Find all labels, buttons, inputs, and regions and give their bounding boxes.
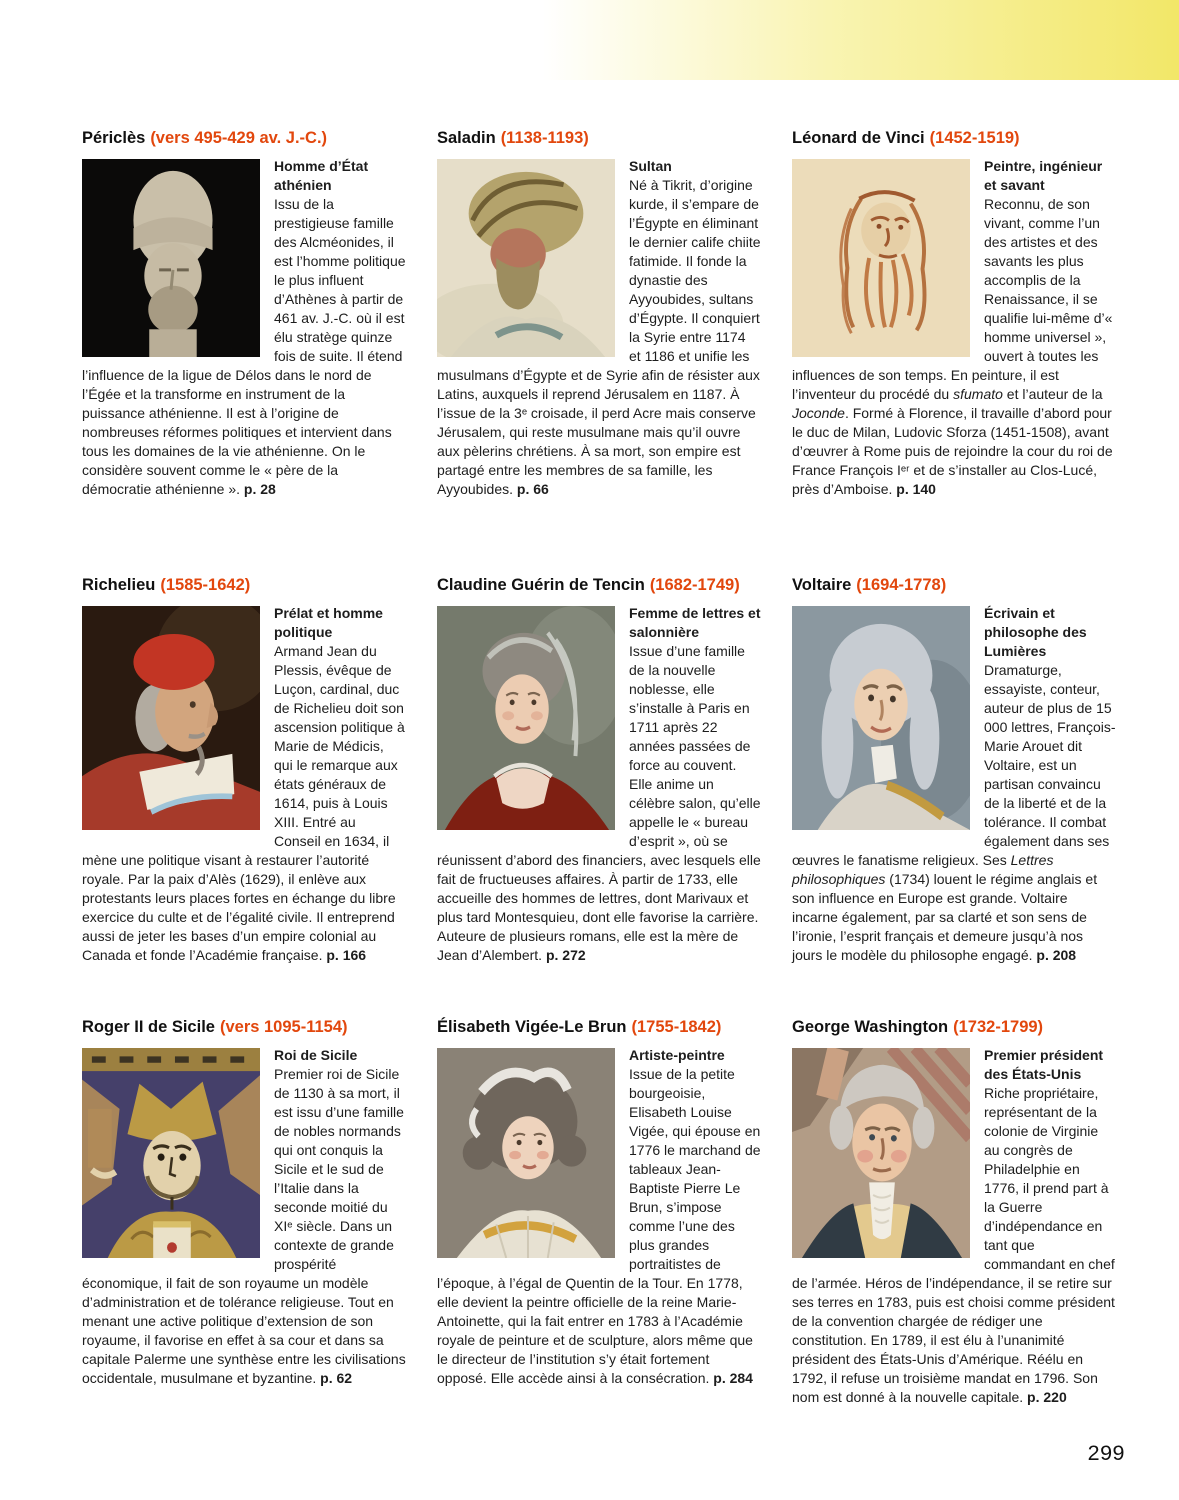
portrait-leonard-de-vinci (792, 159, 970, 357)
person-bio: Riche propriétaire, représentant de la colonie de Virginie au congrès de Philadelphie en 1776, il prend part à la Guerre d’indépendance en tant que commandant en chef de l’armée. Héros de l’indépendance, il se retire sur ses terres en 1783, puis est choisi comme président de la convention chargée de rédiger une constitution. En 1789, il est élu à l’unanimité président des États-Unis d’Amérique. Réélu en 1792, il refuse un troisième mandat en 1796. Son nom est donné à la nouvelle capitale. (792, 1084, 1115, 1405)
top-yellow-gradient-band (0, 0, 1179, 80)
entry-heading (792, 128, 1116, 149)
person-name: Léonard de Vinci (792, 129, 925, 147)
person-role: Prélat et homme politique (274, 604, 383, 640)
page-reference: p. 140 (896, 480, 936, 497)
page-reference: p. 66 (516, 480, 549, 497)
entry-heading (437, 575, 761, 596)
page-number: 299 (1087, 1441, 1125, 1465)
portrait-vigee-le-brun (437, 1048, 615, 1258)
person-role: Roi de Sicile (274, 1046, 358, 1063)
page-reference: p. 208 (1036, 946, 1077, 963)
entry-heading (82, 128, 406, 149)
portrait-richelieu (82, 606, 260, 830)
person-role: Homme d’État athénien (274, 157, 369, 193)
person-role: Femme de lettres et salonnière (629, 604, 761, 640)
person-dates: (1452-1519) (929, 129, 1020, 147)
bio-entry-roger-ii (82, 1017, 406, 1407)
person-name: Richelieu (82, 576, 156, 594)
person-dates: (1755-1842) (631, 1018, 722, 1036)
person-bio: Armand Jean du Plessis, évêque de Luçon, cardinal, duc de Richelieu doit son ascension politique à Marie de Médicis, qui le remarque aux états généraux de 1614, puis à Louis XIII. Entré au Conseil en 1634, il mène une politique visant à restaurer l’autorité royale. Par la paix d’Alès (1629), il enlève aux protestants leurs places fortes en échange du libre exercice du culte et de l’égalité civile. Il entreprend aussi de jeter les bases d’un empire colonial au Canada et fonde l’Académie française. (82, 642, 405, 963)
person-dates: (1138-1193) (500, 129, 589, 147)
bio-entry-vigee-le-brun (437, 1017, 761, 1407)
portrait-washington (792, 1048, 970, 1258)
portrait-tencin (437, 606, 615, 830)
person-dates: (vers 1095-1154) (219, 1018, 348, 1036)
entry-heading (82, 575, 406, 596)
portrait-roger-ii (82, 1048, 260, 1258)
entry-heading (437, 1017, 761, 1038)
bio-entry-washington (792, 1017, 1116, 1407)
page-reference: p. 166 (326, 946, 367, 963)
person-name: Roger II de Sicile (82, 1018, 215, 1036)
bio-entry-saladin (437, 128, 761, 575)
portrait-saladin (437, 159, 615, 357)
person-bio: Né à Tikrit, d’origine kurde, il s’empare de l’Égypte en éliminant le dernier calife chiite fatimide. Il fonde la dynastie des Ayyoubides, sultans d’Égypte. Il conquiert la Syrie entre 1174 et 1186 et unifie les musulmans d’Égypte et de Syrie afin de résister aux Latins, auxquels il reprend Jérusalem en 1187. À l’issue de la 3ᵉ croisade, il perd Acre mais conserve Jérusalem, qui reste musulmane mais qu’il ouvre aux pèlerins chrétiens. À sa mort, son empire est partagé entre les membres de sa famille, les Ayyoubides. (437, 176, 761, 497)
person-name: Claudine Guérin de Tencin (437, 576, 645, 594)
person-dates: (1585-1642) (160, 576, 251, 594)
page-reference: p. 284 (713, 1369, 753, 1386)
person-bio: Issu de la prestigieuse famille des Alcméonides, il est l’homme politique le plus influent d’Athènes à partir de 461 av. J.-C. où il est élu stratège quinze fois de suite. Il étend l’influence de la ligue de Délos dans le nord de l’Égée et la transforme en instrument de la puissance athénienne. Il est à l’origine de nombreuses réformes politiques et intervient dans tous les domaines de la vie athénienne. On le considère souvent comme le « père de la démocratie athénienne ». (82, 195, 406, 497)
person-dates: (1682-1749) (649, 576, 740, 594)
bio-entry-tencin (437, 575, 761, 1017)
person-bio: Dramaturge, essayiste, conteur, auteur de plus de 15 000 lettres, François-Marie Arouet dit Voltaire, est un partisan convaincu de la liberté et de la tolérance. Il combat également dans ses œuvres le fanatisme religieux. Ses Lettres philosophiques (1734) louent le régime anglais et son influence en Europe est grande. Voltaire incarne également, par sa clarté et son sens de l’ironie, l’esprit français et demeure jusqu’à nos jours le modèle du philosophe engagé. (792, 661, 1116, 963)
person-role: Premier président des États-Unis (984, 1046, 1104, 1082)
person-dates: (vers 495-429 av. J.-C.) (150, 129, 328, 147)
person-role: Sultan (629, 157, 672, 174)
entry-heading (82, 1017, 406, 1038)
person-bio: Premier roi de Sicile de 1130 à sa mort, il est issu d’une famille de nobles normands qui ont conquis la Sicile et le sud de l’Italie dans la seconde moitié du XIᵉ siècle. Dans un contexte de grande prospérité économique, il fait de son royaume un modèle d’administration et de tolérance religieuse. Tout en menant une active politique d’extension de son royaume, il favorise en effet à sa cour et dans sa capitale Palerme une synthèse entre les civilisations occidentale, musulmane et byzantine. (82, 1065, 406, 1386)
person-name: Périclès (82, 129, 146, 147)
entry-heading (792, 1017, 1116, 1038)
person-role: Peintre, ingénieur et savant (984, 157, 1103, 193)
person-role: Écrivain et philosophe des Lumières (984, 604, 1087, 659)
person-dates: (1694-1778) (856, 576, 947, 594)
person-name: Élisabeth Vigée-Le Brun (437, 1018, 627, 1036)
page-reference: p. 62 (320, 1369, 353, 1386)
person-name: Voltaire (792, 576, 852, 594)
person-role: Artiste-peintre (629, 1046, 725, 1063)
biography-grid (82, 128, 1116, 1407)
person-bio: Reconnu, de son vivant, comme l’un des artistes et des savants les plus accomplis de la Renaissance, il se qualifie lui-même d’« homme universel », ouvert à toutes les influences de son temps. En peinture, il est l’inventeur du procédé du sfumato et l’auteur de la Joconde. Formé à Florence, il travaille d’abord pour le duc de Milan, Ludovic Sforza (1451-1508), avant d’œuvrer à Rome puis de rejoindre la cour du roi de France François Iᵉʳ et de s’installer au Clos-Lucé, près d’Amboise. (792, 195, 1113, 497)
person-bio: Issue de la petite bourgeoisie, Elisabeth Louise Vigée, qui épouse en 1776 le marchand de tableaux Jean-Baptiste Pierre Le Brun, s’impose comme l’une des plus grandes portraitistes de l’époque, à l’égal de Quentin de la Tour. En 1778, elle devient la peintre officielle de la reine Marie-Antoinette, qui la fait entrer en 1783 à l’Académie royale de peinture et de sculpture, alors même que le directeur de l’institution s’y était fortement opposé. Elle accède ainsi à la consécration. (437, 1065, 761, 1386)
person-name: Saladin (437, 129, 496, 147)
entry-heading (792, 575, 1116, 596)
person-name: George Washington (792, 1018, 949, 1036)
portrait-pericles (82, 159, 260, 357)
bio-entry-richelieu (82, 575, 406, 1017)
person-dates: (1732-1799) (953, 1018, 1044, 1036)
entry-heading (437, 128, 761, 149)
page-reference: p. 220 (1027, 1388, 1067, 1405)
page-reference: p. 272 (545, 946, 586, 963)
page-reference: p. 28 (243, 480, 276, 497)
bio-entry-leonard-de-vinci (792, 128, 1116, 575)
portrait-voltaire (792, 606, 970, 830)
bio-entry-pericles (82, 128, 406, 575)
bio-entry-voltaire (792, 575, 1116, 1017)
person-bio: Issue d’une famille de la nouvelle noblesse, elle s’installe à Paris en 1711 après 22 années passées de force au couvent. Elle anime un célèbre salon, qu’elle appelle le « bureau d’esprit », où se réunissent d’abord des financiers, avec lesquels elle fait de fructueuses affaires. À partir de 1733, elle accueille des hommes de lettres, dont Marivaux et plus tard Montesquieu, dont elle favorise la carrière. Auteure de plusieurs romans, elle est la mère de Jean d’Alembert. (437, 642, 761, 963)
